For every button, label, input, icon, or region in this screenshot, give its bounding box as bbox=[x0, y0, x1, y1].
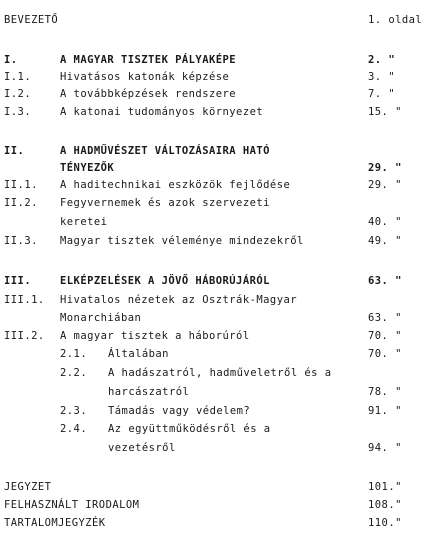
toc-entry bbox=[0, 328, 442, 344]
toc-entry-page: 7. " bbox=[368, 88, 396, 100]
toc-entry-page: 29. " bbox=[368, 179, 402, 191]
toc-entry-page: 1. oldal bbox=[368, 14, 423, 26]
toc-entry bbox=[0, 233, 442, 249]
toc-entry-number: 2.3. bbox=[60, 405, 88, 417]
toc-entry bbox=[0, 310, 442, 326]
toc-entry-number: I.1. bbox=[4, 71, 32, 83]
toc-entry-number: III.1. bbox=[4, 294, 45, 306]
toc-entry-page: 2. " bbox=[368, 54, 396, 66]
toc-entry bbox=[0, 440, 442, 456]
toc-entry bbox=[0, 143, 442, 159]
toc-entry-title: A MAGYAR TISZTEK PÁLYAKÉPE bbox=[60, 54, 237, 66]
toc-entry-page: 70. " bbox=[368, 348, 402, 360]
toc-entry bbox=[0, 273, 442, 289]
toc-entry-title: Hivatalos nézetek az Osztrák-Magyar bbox=[60, 294, 298, 306]
toc-entry bbox=[0, 515, 442, 531]
toc-entry-number: I.3. bbox=[4, 106, 32, 118]
toc-entry-title: A hadászatról, hadműveletről és a bbox=[108, 367, 332, 379]
toc-entry-number: I. bbox=[4, 54, 18, 66]
toc-entry-page: 49. " bbox=[368, 235, 402, 247]
toc-entry-number: II. bbox=[4, 145, 25, 157]
toc-entry bbox=[0, 214, 442, 230]
toc-entry bbox=[0, 69, 442, 85]
toc-entry-number: 2.1. bbox=[60, 348, 88, 360]
toc-entry-page: 101." bbox=[368, 481, 402, 493]
toc-entry-title: Fegyvernemek és azok szervezeti bbox=[60, 197, 270, 209]
toc-entry-title: Hivatásos katonák képzése bbox=[60, 71, 230, 83]
toc-entry bbox=[0, 479, 442, 495]
toc-entry-page: 78. " bbox=[368, 386, 402, 398]
toc-entry bbox=[0, 346, 442, 362]
toc-entry-title: A magyar tisztek a háborúról bbox=[60, 330, 250, 342]
toc-entry-title: A továbbképzések rendszere bbox=[60, 88, 237, 100]
toc-entry-page: 108." bbox=[368, 499, 402, 511]
toc-entry-number: I.2. bbox=[4, 88, 32, 100]
toc-entry bbox=[0, 160, 442, 176]
toc-entry-title: TARTALOMJEGYZÉK bbox=[4, 517, 106, 529]
toc-entry bbox=[0, 104, 442, 120]
toc-entry-page: 29. " bbox=[368, 162, 402, 174]
toc-entry-title: ELKÉPZELÉSEK A JÖVŐ HÁBORÚJÁRÓL bbox=[60, 275, 270, 287]
toc-entry-page: 91. " bbox=[368, 405, 402, 417]
toc-entry bbox=[0, 177, 442, 193]
toc-entry-number: II.2. bbox=[4, 197, 38, 209]
toc-entry-title: vezetésről bbox=[108, 442, 176, 454]
toc-entry-title: Magyar tisztek véleménye mindezekről bbox=[60, 235, 304, 247]
toc-entry-title: BEVEZETŐ bbox=[4, 14, 59, 26]
toc-entry-title: FELHASZNÁLT IRODALOM bbox=[4, 499, 140, 511]
toc-entry-number: III. bbox=[4, 275, 32, 287]
toc-entry-page: 70. " bbox=[368, 330, 402, 342]
toc-entry bbox=[0, 421, 442, 437]
toc-entry-page: 40. " bbox=[368, 216, 402, 228]
toc-entry-title: Általában bbox=[108, 348, 169, 360]
toc-entry-number: II.1. bbox=[4, 179, 38, 191]
toc-entry-title: Támadás vagy védelem? bbox=[108, 405, 251, 417]
toc-entry-page: 63. " bbox=[368, 312, 402, 324]
toc-entry bbox=[0, 12, 442, 28]
toc-entry-title: TÉNYEZŐK bbox=[60, 162, 115, 174]
toc-entry-page: 15. " bbox=[368, 106, 402, 118]
toc-entry-page: 3. " bbox=[368, 71, 396, 83]
toc-entry-title: harcászatról bbox=[108, 386, 190, 398]
toc-entry-title: A katonai tudományos környezet bbox=[60, 106, 264, 118]
toc-entry bbox=[0, 365, 442, 381]
toc-entry-title: Az együttműködésről és a bbox=[108, 423, 271, 435]
toc-entry bbox=[0, 403, 442, 419]
toc-entry bbox=[0, 52, 442, 68]
toc-entry-number: 2.2. bbox=[60, 367, 88, 379]
toc-entry bbox=[0, 497, 442, 513]
toc-entry-number: II.3. bbox=[4, 235, 38, 247]
toc-entry bbox=[0, 195, 442, 211]
toc-entry-page: 110." bbox=[368, 517, 402, 529]
toc-entry-title: keretei bbox=[60, 216, 108, 228]
toc-entry-number: III.2. bbox=[4, 330, 45, 342]
toc-entry bbox=[0, 86, 442, 102]
toc-entry-number: 2.4. bbox=[60, 423, 88, 435]
toc-entry-title: A HADMŰVÉSZET VÁLTOZÁSAIRA HATÓ bbox=[60, 145, 270, 157]
toc-entry bbox=[0, 292, 442, 308]
toc-entry-page: 63. " bbox=[368, 275, 402, 287]
toc-entry-title: A haditechnikai eszközök fejlődése bbox=[60, 179, 291, 191]
toc-entry-title: Monarchiában bbox=[60, 312, 142, 324]
toc-entry-title: JEGYZET bbox=[4, 481, 52, 493]
toc-entry-page: 94. " bbox=[368, 442, 402, 454]
toc-entry bbox=[0, 384, 442, 400]
